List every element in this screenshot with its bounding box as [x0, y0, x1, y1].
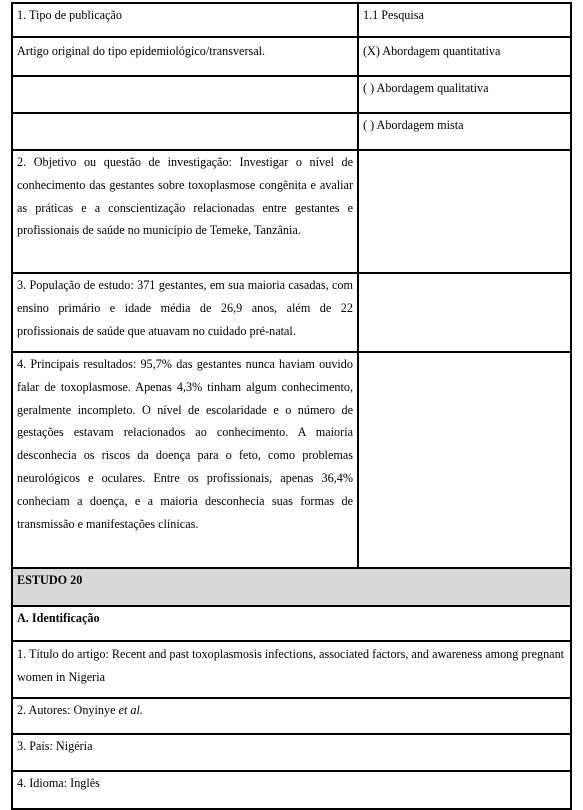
abordagem-mista-option: ( ) Abordagem mista	[363, 118, 464, 132]
idioma-text: 4. Idioma: Inglês	[17, 776, 100, 790]
autores-text: 2. Autores: Onyinye	[17, 703, 119, 717]
cell-abordagem-qualitativa	[357, 75, 572, 114]
estudo-header	[11, 567, 572, 607]
pesquisa-label: 1.1 Pesquisa	[363, 8, 424, 22]
cell-empty-2	[11, 112, 359, 151]
cell-resultados	[11, 351, 359, 569]
identificacao-header-text: A. Identificação	[17, 611, 100, 625]
cell-populacao-right	[357, 272, 572, 353]
abordagem-quantitativa-option: (X) Abordagem quantitativa	[363, 44, 501, 58]
identificacao-header	[11, 605, 572, 642]
pais-text: 3. País: Nigéria	[17, 739, 93, 753]
cell-pesquisa-label	[357, 2, 572, 38]
cell-populacao	[11, 272, 359, 353]
estudo-header-text: ESTUDO 20	[17, 573, 83, 587]
cell-pais	[11, 733, 572, 772]
cell-abordagem-mista	[357, 112, 572, 151]
tipo-publicacao-value: Artigo original do tipo epidemiológico/transversal.	[17, 44, 266, 58]
cell-abordagem-quantitativa	[357, 36, 572, 77]
tipo-publicacao-label: 1. Tipo de publicação	[17, 8, 122, 22]
cell-objetivo	[11, 149, 359, 274]
objetivo-text: 2. Objetivo ou questão de investigação: Investigar o nível de conhecimento das gestantes sobre toxoplasmose congênita e avaliar as práticas e a conscientização relacionadas entre gestantes e profissionais de saúde no município de Temeke, Tanzânia.	[17, 155, 353, 238]
cell-empty-1	[11, 75, 359, 114]
cell-autores	[11, 697, 572, 735]
abordagem-qualitativa-option: ( ) Abordagem qualitativa	[363, 81, 489, 95]
cell-tipo-publicacao-label	[11, 2, 359, 38]
cell-idioma	[11, 770, 572, 810]
titulo-artigo-text: 1. Título do artigo: Recent and past toxoplasmosis infections, associated factors, and awareness among pregnant women in Nigeria	[17, 647, 565, 684]
cell-tipo-publicacao-value	[11, 36, 359, 77]
resultados-text: 4. Principais resultados: 95,7% das gestantes nunca haviam ouvido falar de toxoplasmose. Apenas 4,3% tinham algum conhecimento, geralmente incompleto. O nível de escolaridade e o número de gestações estavam relacionados ao conhecimento. A maioria desconhecia os riscos da doença para o feto, como problemas neurológicos e oculares. Entre os profissionais, apenas 36,4% conheciam a doença, e a maioria desconhecia suas formas de transmissão e manifestações clínicas.	[17, 357, 353, 531]
cell-resultados-right	[357, 351, 572, 569]
populacao-text: 3. População de estudo: 371 gestantes, em sua maioria casadas, com ensino primário e idade média de 26,9 anos, além de 22 profissionais de saúde que atuavam no cuidado pré-natal.	[17, 278, 353, 338]
cell-titulo-artigo	[11, 640, 572, 699]
autores-etal: et al.	[118, 703, 143, 717]
cell-objetivo-right	[357, 149, 572, 274]
